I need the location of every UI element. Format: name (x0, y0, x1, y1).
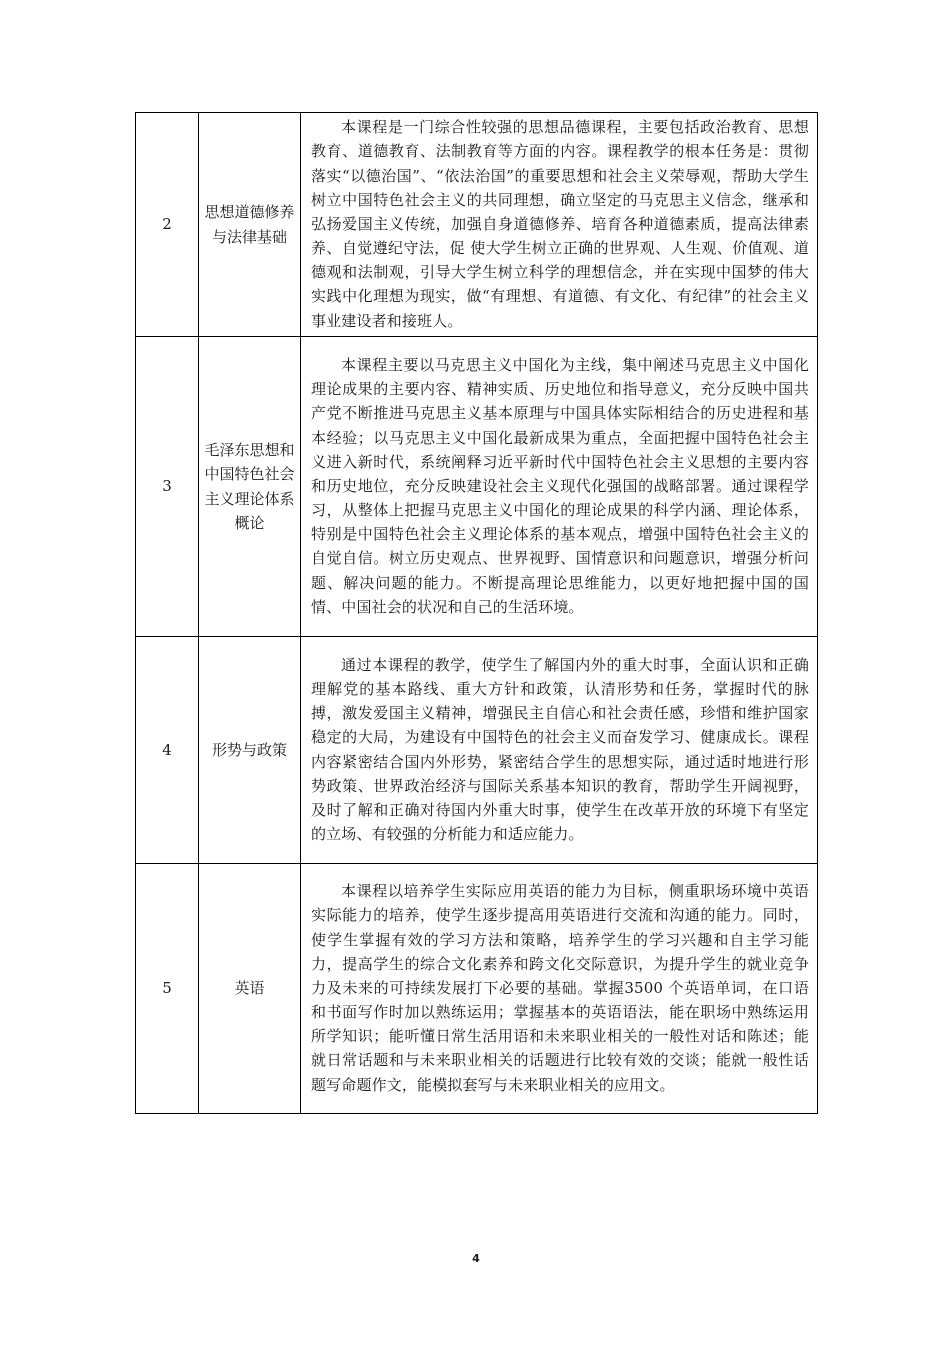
course-description: 本课程是一门综合性较强的思想品德课程，主要包括政治教育、思想教育、道德教育、法制教育等方面的内容。课程教学的根本任务是：贯彻落实“以德治国”、“依法治国”的重要思想和社会主义荣辱观，帮助大学生树立中国特色社会主义的共同理想，确立坚定的马克思主义信念，继承和弘扬爱国主义传统，加强自身道德修养、培育各种道德素质，提高法律素养、自觉遵纪守法，促 使大学生树立正确的世界观、人生观、价值观、道德观和法制观，引导大学生树立科学的理想信念，并在实现中国梦的伟大实践中化理想为现实，做“有理想、有道德、有文化、有纪律”的社会主义事业建设者和接班人。 (301, 113, 818, 337)
course-name: 思想道德修养与法律基础 (199, 113, 301, 337)
course-number: 4 (136, 637, 199, 864)
course-description: 本课程主要以马克思主义中国化为主线，集中阐述马克思主义中国化理论成果的主要内容、精神实质、历史地位和指导意义，充分反映中国共产党不断推进马克思主义基本原理与中国具体实际相结合的历史进程和基本经验；以马克思主义中国化最新成果为重点，全面把握中国特色社会主义进入新时代，系统阐释习近平新时代中国特色社会主义思想的主要内容和历史地位，充分反映建设社会主义现代化强国的战略部署。通过课程学习，从整体上把握马克思主义中国化的理论成果的科学内涵、理论体系，特别是中国特色社会主义理论体系的基本观点，增强中国特色社会主义的自觉自信。树立历史观点、世界视野、国情意识和问题意识，增强分析问题、解决问题的能力。不断提高理论思维能力，以更好地把握中国的国情、中国社会的状况和自己的生活环境。 (301, 337, 818, 637)
course-number: 2 (136, 113, 199, 337)
course-number: 5 (136, 864, 199, 1114)
table-row (136, 637, 818, 864)
table-row (136, 113, 818, 337)
course-name: 毛泽东思想和中国特色社会主义理论体系概论 (199, 337, 301, 637)
page-number: 4 (472, 1252, 480, 1265)
course-table (135, 112, 818, 1114)
table-row (136, 864, 818, 1114)
course-number: 3 (136, 337, 199, 637)
course-name: 英语 (199, 864, 301, 1114)
course-description: 本课程以培养学生实际应用英语的能力为目标，侧重职场环境中英语实际能力的培养，使学生逐步提高用英语进行交流和沟通的能力。同时，使学生掌握有效的学习方法和策略，培养学生的学习兴趣和自主学习能力，提高学生的综合文化素养和跨文化交际意识，为提升学生的就业竞争力及未来的可持续发展打下必要的基础。掌握3500 个英语单词，在口语和书面写作时加以熟练运用；掌握基本的英语语法，能在职场中熟练运用所学知识；能听懂日常生活用语和未来职业相关的一般性对话和陈述；能就日常话题和与未来职业相关的话题进行比较有效的交谈；能就一般性话题写命题作文，能模拟套写与未来职业相关的应用文。 (301, 864, 818, 1114)
course-description: 通过本课程的教学，使学生了解国内外的重大时事，全面认识和正确理解党的基本路线、重大方针和政策，认清形势和任务，掌握时代的脉搏，激发爱国主义精神，增强民主自信心和社会责任感，珍惜和维护国家稳定的大局，为建设有中国特色的社会主义而奋发学习、健康成长。课程内容紧密结合国内外形势，紧密结合学生的思想实际，通过适时地进行形势政策、世界政治经济与国际关系基本知识的教育，帮助学生开阔视野，及时了解和正确对待国内外重大时事，使学生在改革开放的环境下有坚定的立场、有较强的分析能力和适应能力。 (301, 637, 818, 864)
table-row (136, 337, 818, 637)
course-name: 形势与政策 (199, 637, 301, 864)
